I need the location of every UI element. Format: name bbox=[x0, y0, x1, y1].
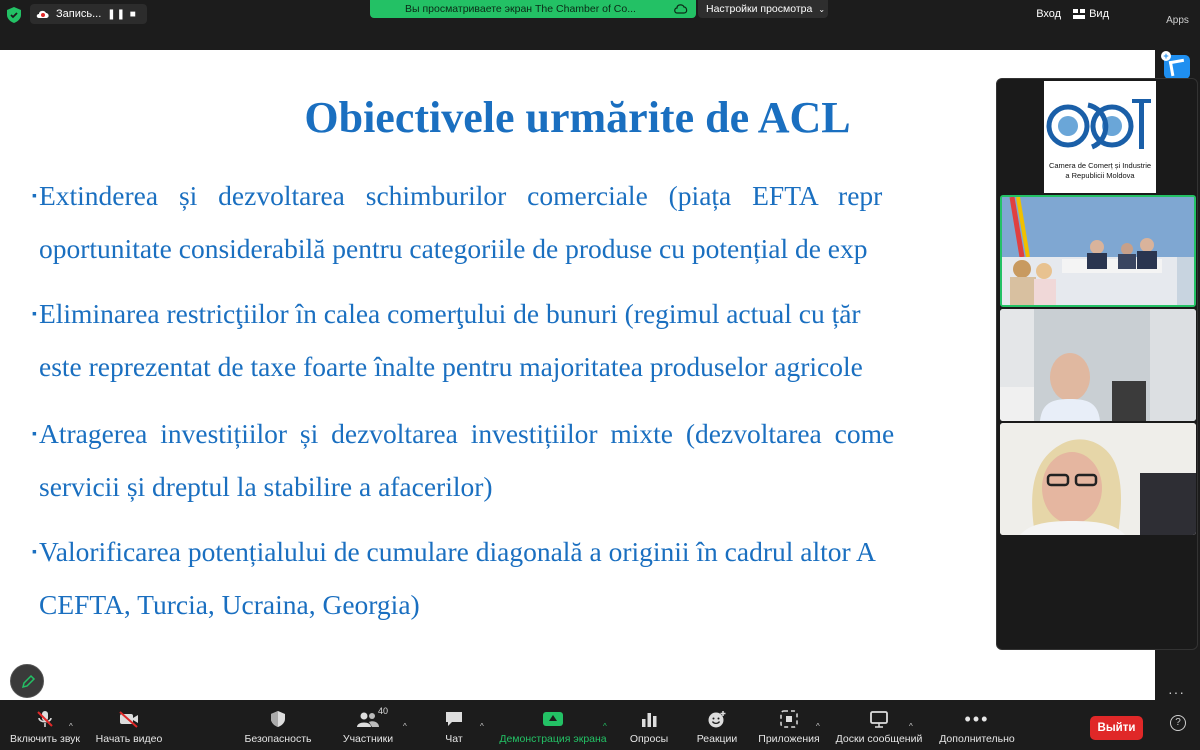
bullet-text: Atragerea investițiilor și dezvoltarea investițiilor mixte (dezvoltarea come bbox=[38, 418, 895, 449]
participants-icon bbox=[357, 711, 379, 727]
app-launcher-icon[interactable] bbox=[1163, 51, 1190, 79]
participant-video bbox=[1000, 423, 1196, 535]
bullet-marker: ▪ bbox=[32, 545, 37, 560]
participant-tile[interactable] bbox=[1000, 423, 1196, 535]
start-video-button[interactable] bbox=[94, 700, 164, 750]
unmute-button[interactable] bbox=[8, 700, 82, 750]
participant-tile-active-speaker[interactable] bbox=[1000, 195, 1196, 307]
participants-button[interactable] bbox=[340, 700, 407, 750]
cloud-icon bbox=[674, 3, 688, 14]
recording-label: Запись... bbox=[56, 8, 102, 20]
slide-bullet bbox=[32, 526, 1155, 631]
view-label: Вид bbox=[1089, 8, 1109, 20]
bullet-marker: ▪ bbox=[32, 307, 37, 322]
bullet-marker: ▪ bbox=[32, 189, 37, 204]
share-screen-label: Демонстрация экрана bbox=[499, 733, 607, 745]
more-options-icon[interactable]: ··· bbox=[1168, 684, 1185, 700]
share-screen-icon bbox=[543, 712, 563, 726]
logo-caption: a Republicii Moldova bbox=[1065, 171, 1135, 180]
chevron-up-icon[interactable]: ^ bbox=[909, 722, 913, 731]
apps-button[interactable] bbox=[757, 700, 821, 750]
view-options-label: Настройки просмотра bbox=[706, 3, 813, 15]
more-button[interactable] bbox=[937, 700, 1017, 750]
slide-title: Obiectivele urmărite de ACL bbox=[304, 93, 851, 142]
view-options-dropdown[interactable] bbox=[698, 0, 828, 18]
unmute-label: Включить звук bbox=[9, 733, 81, 745]
slide-bullet bbox=[32, 408, 1155, 513]
grid-view-icon bbox=[1073, 9, 1085, 19]
apps-label: Приложения bbox=[758, 733, 820, 745]
cci-emblem-icon bbox=[1044, 81, 1156, 161]
reactions-label: Реакции bbox=[696, 733, 738, 745]
polls-bar-chart-icon bbox=[640, 711, 658, 727]
smiley-reaction-icon bbox=[707, 710, 727, 728]
slide-bullet bbox=[32, 288, 1155, 393]
polls-button[interactable] bbox=[628, 700, 670, 750]
security-label: Безопасность bbox=[244, 733, 312, 745]
help-icon[interactable]: ? bbox=[1170, 715, 1186, 731]
start-video-label: Начать видео bbox=[95, 733, 163, 745]
bullet-marker: ▪ bbox=[32, 427, 37, 442]
apps-grid-icon bbox=[780, 710, 798, 728]
bullet-text: Valorificarea potențialului de cumulare diagonală a originii în cadrul altor A bbox=[38, 536, 876, 567]
chevron-up-icon[interactable]: ^ bbox=[816, 722, 820, 731]
more-dots-icon: ••• bbox=[964, 709, 990, 729]
whiteboard-icon bbox=[869, 710, 889, 728]
bullet-text-continued: servicii și dreptul la stabilire a afacerilor) bbox=[39, 471, 493, 502]
view-menu-button[interactable] bbox=[1073, 8, 1109, 20]
bullet-text-continued: oportunitate considerabilă pentru categoriile de produse cu potențial de exp bbox=[39, 233, 868, 264]
chat-label: Чат bbox=[445, 733, 463, 745]
participant-video bbox=[1000, 309, 1196, 421]
chat-bubble-icon bbox=[444, 710, 464, 728]
participant-gallery bbox=[996, 78, 1198, 650]
chevron-up-icon[interactable]: ^ bbox=[69, 722, 73, 731]
meeting-toolbar bbox=[0, 700, 1155, 750]
apps-label[interactable]: Apps bbox=[1166, 15, 1189, 26]
participants-label: Участники bbox=[342, 733, 394, 745]
screen-share-banner bbox=[370, 0, 696, 18]
more-label: Дополнительно bbox=[939, 733, 1015, 745]
bullet-text: Eliminarea restricţiilor în calea comerţului de bunuri (regimul actual cu țăr bbox=[38, 298, 861, 329]
share-banner-text: Вы просматриваете экран The Chamber of Co... bbox=[405, 3, 636, 15]
top-bar bbox=[0, 0, 1155, 50]
logo-caption: Camera de Comerț și Industrie bbox=[1048, 161, 1152, 170]
add-app-icon[interactable]: + bbox=[1161, 51, 1171, 61]
bullet-text-continued: CEFTA, Turcia, Ucraina, Georgia) bbox=[39, 589, 420, 620]
bullet-text: Extinderea și dezvoltarea schimburilor comerciale (piața EFTA repr bbox=[38, 180, 883, 211]
leave-meeting-button[interactable]: Выйти bbox=[1090, 716, 1143, 740]
exit-fullscreen-button[interactable]: Вход bbox=[1036, 8, 1062, 20]
encryption-shield-icon[interactable] bbox=[7, 7, 21, 23]
security-button[interactable] bbox=[242, 700, 314, 750]
cci-logo bbox=[1044, 81, 1156, 193]
bullet-text-continued: este reprezentat de taxe foarte înalte pentru majoritatea produselor agricole bbox=[39, 351, 863, 382]
annotate-button[interactable] bbox=[10, 664, 44, 698]
slide-bullet bbox=[32, 170, 1155, 275]
conference-room-video bbox=[1002, 197, 1196, 307]
recording-indicator[interactable] bbox=[30, 4, 147, 24]
chevron-down-icon: ⌄ bbox=[818, 4, 826, 14]
shared-screen-slide bbox=[0, 50, 1155, 700]
microphone-muted-icon bbox=[35, 709, 55, 729]
polls-label: Опросы bbox=[629, 733, 669, 745]
chevron-up-icon[interactable]: ^ bbox=[403, 722, 407, 731]
participant-tile[interactable] bbox=[1000, 81, 1196, 193]
chevron-up-icon[interactable]: ^ bbox=[480, 722, 484, 731]
share-screen-button[interactable] bbox=[497, 700, 609, 750]
recording-pause-stop-controls[interactable]: ❚❚ ■ bbox=[107, 8, 137, 20]
whiteboards-button[interactable] bbox=[833, 700, 925, 750]
participant-tile[interactable] bbox=[1000, 309, 1196, 421]
security-shield-icon bbox=[270, 710, 286, 728]
video-camera-off-icon bbox=[118, 710, 140, 728]
cloud-record-icon bbox=[36, 9, 50, 19]
pencil-icon bbox=[20, 674, 36, 690]
chevron-up-icon[interactable]: ^ bbox=[603, 722, 607, 731]
reactions-button[interactable] bbox=[694, 700, 740, 750]
whiteboards-label: Доски сообщений bbox=[835, 733, 923, 745]
chat-button[interactable] bbox=[440, 700, 484, 750]
participants-count: 40 bbox=[378, 706, 389, 716]
